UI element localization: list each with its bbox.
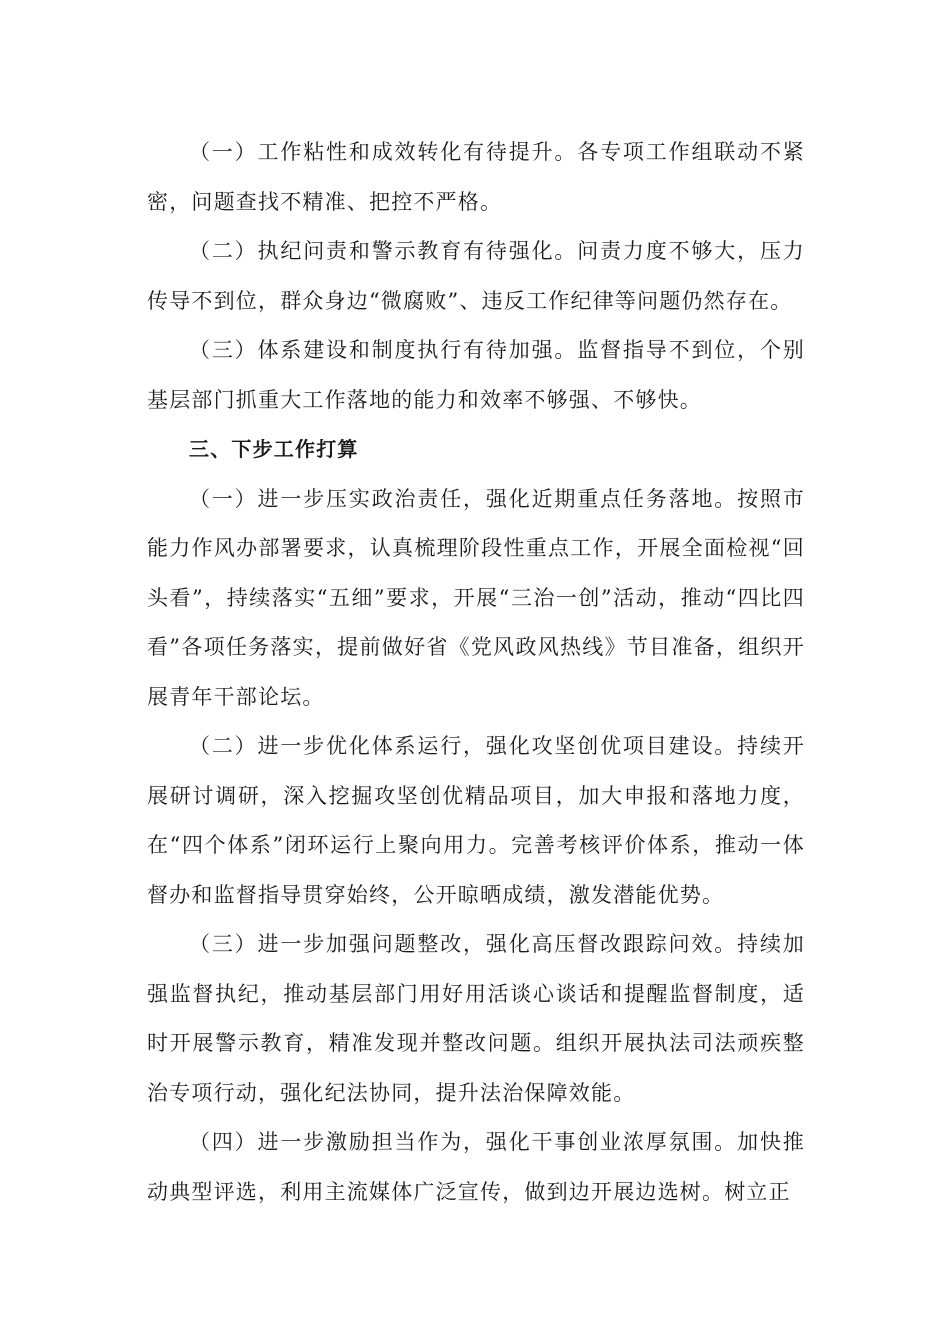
- paragraph-problem-1: （一）工作粘性和成效转化有待提升。各专项工作组联动不紧密，问题查找不精准、把控不严格。: [147, 140, 805, 214]
- paragraph-plan-2: （二）进一步优化体系运行，强化攻坚创优项目建设。持续开展研讨调研，深入挖掘攻坚创优精品项目，加大申报和落地力度，在“四个体系”闭环运行上聚向用力。完善考核评价体系，推动一体督办和监督指导贯穿始终，公开晾晒成绩，激发潜能优势。: [147, 734, 805, 907]
- paragraph-plan-1: （一）进一步压实政治责任，强化近期重点任务落地。按照市能力作风办部署要求，认真梳理阶段性重点工作，开展全面检视“回头看”，持续落实“五细”要求，开展“三治一创”活动，推动“四比四看”各项任务落实，提前做好省《党风政风热线》节目准备，组织开展青年干部论坛。: [147, 486, 805, 709]
- document-body: [147, 128, 805, 1217]
- paragraph-plan-4: （四）进一步激励担当作为，强化干事创业浓厚氛围。加快推动典型评选，利用主流媒体广泛宣传，做到边开展边选树。树立正: [147, 1130, 805, 1204]
- paragraph-problem-2: （二）执纪问责和警示教育有待强化。问责力度不够大，压力传导不到位，群众身边“微腐败”、违反工作纪律等问题仍然存在。: [147, 239, 805, 313]
- paragraph-problem-3: （三）体系建设和制度执行有待加强。监督指导不到位，个别基层部门抓重大工作落地的能力和效率不够强、不够快。: [147, 338, 805, 412]
- section-heading: 三、下步工作打算: [189, 437, 359, 461]
- paragraph-plan-3: （三）进一步加强问题整改，强化高压督改跟踪问效。持续加强监督执纪，推动基层部门用好用活谈心谈话和提醒监督制度，适时开展警示教育，精准发现并整改问题。组织开展执法司法顽疾整治专项行动，强化纪法协同，提升法治保障效能。: [147, 932, 805, 1105]
